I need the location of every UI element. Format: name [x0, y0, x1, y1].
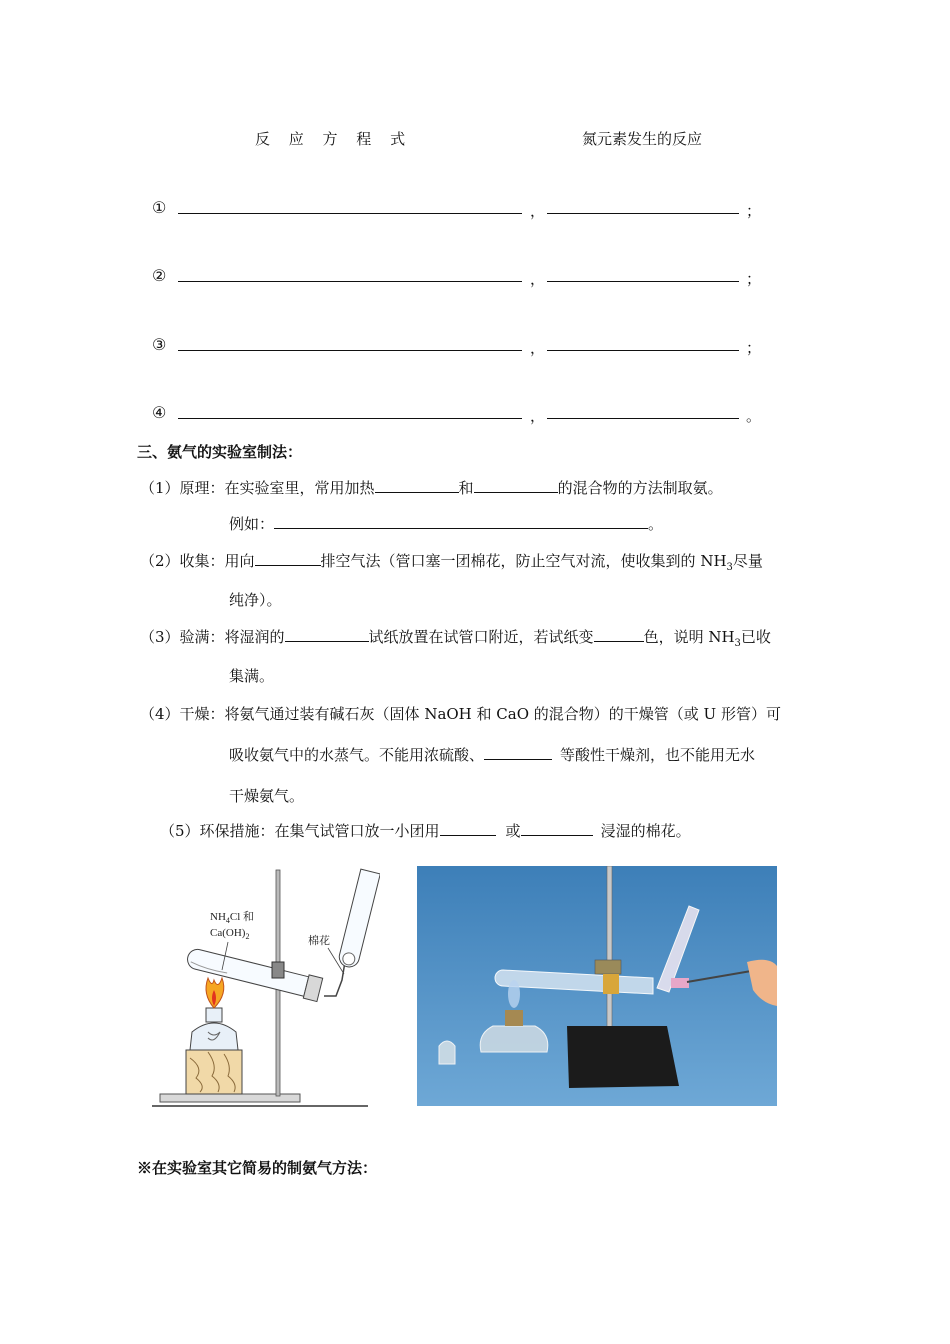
photo-lamp-cap	[439, 1041, 455, 1064]
dry-text-c: 等酸性干燥剂，也不能用无水	[560, 746, 756, 764]
collection-line-1	[140, 550, 763, 573]
check-text-b: 试纸放置在试管口附近，若试纸变	[368, 628, 594, 646]
principle-text-a: （1）原理：在实验室里，常用加热	[140, 479, 375, 497]
header-nitrogen-reaction: 氮元素发生的反应	[582, 130, 703, 148]
row-number: ④	[152, 403, 167, 422]
row-end: 。	[746, 407, 762, 425]
env-text-a: （5）环保措施：在集气试管口放一小团用	[160, 822, 440, 840]
row-number: ①	[152, 198, 167, 217]
dry-line-2	[229, 744, 755, 765]
header-equation: 反 应 方 程 式	[255, 130, 413, 148]
principle-blank-1[interactable]	[375, 478, 459, 493]
check-text-d: 已收	[740, 628, 771, 646]
row-separator: ，	[530, 339, 546, 357]
collection-blank[interactable]	[255, 551, 321, 566]
check-text-a: （3）验满：将湿润的	[140, 628, 285, 646]
row-end: ；	[746, 270, 762, 288]
row-end: ；	[746, 202, 762, 220]
principle-line	[140, 477, 723, 498]
equation-blank[interactable]	[178, 402, 522, 419]
example-label: 例如：	[229, 515, 275, 533]
apparatus-diagram	[148, 862, 380, 1112]
env-line	[160, 820, 691, 841]
equation-blank[interactable]	[178, 265, 522, 282]
row-end: ；	[746, 339, 762, 357]
reagent-label-2: $Ca(OH)_2$	[210, 927, 250, 941]
equation-blank[interactable]	[178, 334, 522, 351]
reagent-label: $NH_4Cl$ 和	[210, 911, 255, 925]
photo-pink-paper	[671, 978, 689, 988]
photo-lamp-neck	[505, 1010, 523, 1026]
reaction-type-blank[interactable]	[547, 197, 739, 214]
clamp	[272, 962, 284, 978]
env-text-b: 或	[505, 822, 521, 840]
env-blank-2[interactable]	[521, 821, 593, 836]
lamp-neck	[206, 1008, 222, 1022]
collection-tube-group	[337, 869, 380, 969]
check-blank-2[interactable]	[594, 627, 644, 642]
example-blank[interactable]	[274, 514, 648, 529]
dry-line-3: 干燥氨气。	[229, 787, 305, 805]
principle-blank-2[interactable]	[474, 478, 558, 493]
test-tube	[185, 947, 308, 996]
photo-clamp	[595, 960, 621, 974]
check-line-2: 集满。	[229, 667, 275, 685]
collection-text-c: 尽量	[732, 552, 763, 570]
footer-heading: ※在实验室其它简易的制氨气方法：	[137, 1159, 378, 1177]
photo-stand-rod	[607, 866, 612, 1031]
collection-text-a: （2）收集：用向	[140, 552, 255, 570]
subscript: 3	[726, 562, 733, 573]
principle-text-b: 和	[458, 479, 474, 497]
reaction-type-blank[interactable]	[547, 265, 739, 282]
reaction-type-blank[interactable]	[547, 402, 739, 419]
collection-line-2: 纯净）。	[229, 591, 282, 609]
reaction-type-blank[interactable]	[547, 334, 739, 351]
example-line	[229, 513, 663, 534]
row-number: ③	[152, 335, 167, 354]
equation-blank[interactable]	[178, 197, 522, 214]
env-text-c: 浸湿的棉花。	[600, 822, 691, 840]
check-line-1	[140, 626, 771, 649]
dry-blank[interactable]	[484, 745, 552, 760]
apparatus-photo	[417, 866, 777, 1106]
alcohol-lamp	[190, 1023, 238, 1050]
check-blank-1[interactable]	[285, 627, 369, 642]
photo-tube-band	[603, 974, 619, 994]
collection-tube	[337, 869, 380, 969]
photo-alcohol-lamp	[480, 1026, 548, 1052]
photo-stand-base	[567, 1026, 679, 1088]
dry-line-1: （4）干燥：将氨气通过装有碱石灰（固体 NaOH 和 CaO 的混合物）的干燥管（或 U 形管）可	[140, 705, 781, 723]
row-separator: ，	[530, 407, 546, 425]
row-separator: ，	[530, 202, 546, 220]
dry-text-b: 吸收氨气中的水蒸气。不能用浓硫酸、	[229, 746, 485, 764]
cotton-label: 棉花	[308, 935, 330, 947]
photo-flame	[508, 980, 520, 1008]
row-number: ②	[152, 266, 167, 285]
principle-text-c: 的混合物的方法制取氨。	[557, 479, 723, 497]
collection-text-b: 排空气法（管口塞一团棉花，防止空气对流，使收集到的 NH	[320, 552, 727, 570]
check-text-c: 色，说明 NH	[643, 628, 735, 646]
row-separator: ，	[530, 270, 546, 288]
section-title: 三、氨气的实验室制法：	[137, 443, 303, 461]
test-tube-group	[185, 945, 323, 1001]
example-end: 。	[648, 515, 664, 533]
subscript: 3	[734, 638, 741, 649]
env-blank-1[interactable]	[440, 821, 496, 836]
